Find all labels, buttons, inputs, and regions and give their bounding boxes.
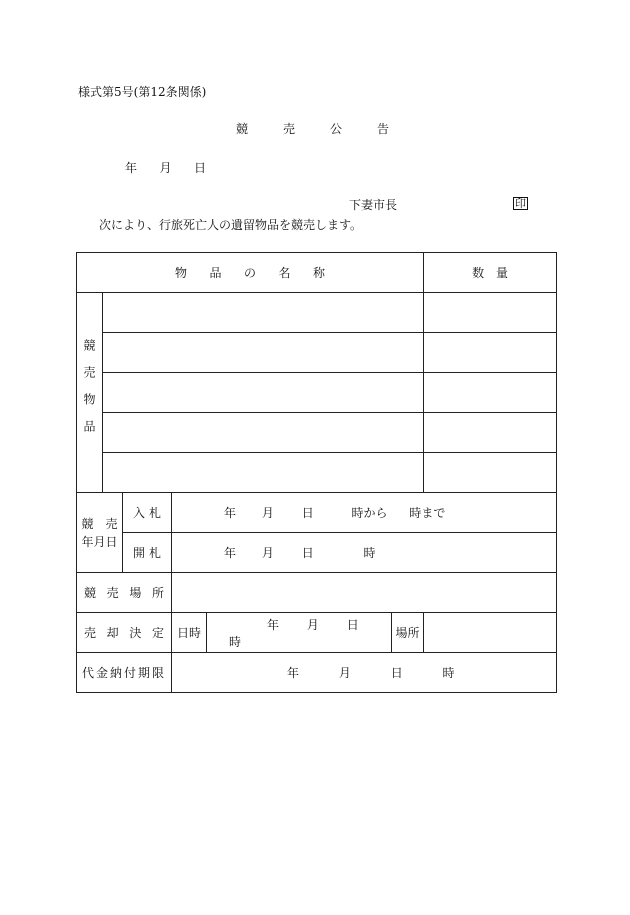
decision-label: 売 却 決 定 [77,613,172,653]
header-char: 称 [312,266,325,280]
payment-row [77,653,557,693]
document-title [236,123,389,135]
item-quantity-cell [424,413,557,453]
header-quantity [424,253,557,293]
item-row [77,293,557,333]
title-char: 売 [282,122,295,136]
open-label: 開 札 [123,533,172,573]
decision-place-value [424,613,557,653]
seal-mark: 印 [515,197,526,210]
items-label: 競売物品 [77,293,103,493]
schedule-label-line-1: 競 売 [81,516,118,531]
item-name-cell [103,373,424,413]
schedule-label-line-2: 年月日 [81,534,118,549]
header-char: 数 [472,266,485,280]
bid-label: 入 札 [123,493,172,533]
item-name-cell [103,333,424,373]
item-row [77,453,557,493]
bid-row [77,493,557,533]
decision-place-label: 場所 [392,613,424,653]
date-month-label: 月 [159,161,172,175]
item-quantity-cell [424,333,557,373]
table-header-row [77,253,557,293]
payment-label: 代金納付期限 [77,653,172,693]
decision-row [77,613,557,653]
item-row [77,413,557,453]
title-char: 公 [329,122,342,136]
form-number: 様式第5号(第12条関係) [78,85,207,99]
header-char: 品 [209,266,222,280]
header-item-name [77,253,424,293]
payment-value: 年 月 日 時 [172,653,557,693]
schedule-label [77,493,123,573]
open-row [77,533,557,573]
item-quantity-cell [424,373,557,413]
place-row [77,573,557,613]
title-char: 競 [236,122,249,136]
decision-datetime-value: 年 月 日 時 [207,613,392,653]
place-label: 競 売 場 所 [77,573,172,613]
header-char: の [244,266,257,280]
bid-value: 年 月 日 時から 時まで [172,493,557,533]
item-quantity-cell [424,453,557,493]
date-line [125,162,206,174]
date-day-label: 日 [193,161,206,175]
title-char: 告 [376,122,389,136]
intro-text: 次により、行旅死亡人の遺留物品を競売します。 [99,218,363,232]
item-name-cell [103,413,424,453]
date-year-label: 年 [125,161,138,175]
header-char: 量 [496,266,509,280]
decision-datetime-label: 日時 [172,613,207,653]
item-row [77,373,557,413]
place-value [172,573,557,613]
auction-form-table [76,252,557,693]
item-row [77,333,557,373]
header-char: 名 [278,266,291,280]
header-char: 物 [175,266,188,280]
item-name-cell [103,453,424,493]
item-name-cell [103,293,424,333]
item-quantity-cell [424,293,557,333]
open-value: 年 月 日 時 [172,533,557,573]
issuer-name: 下妻市長 [349,198,398,212]
